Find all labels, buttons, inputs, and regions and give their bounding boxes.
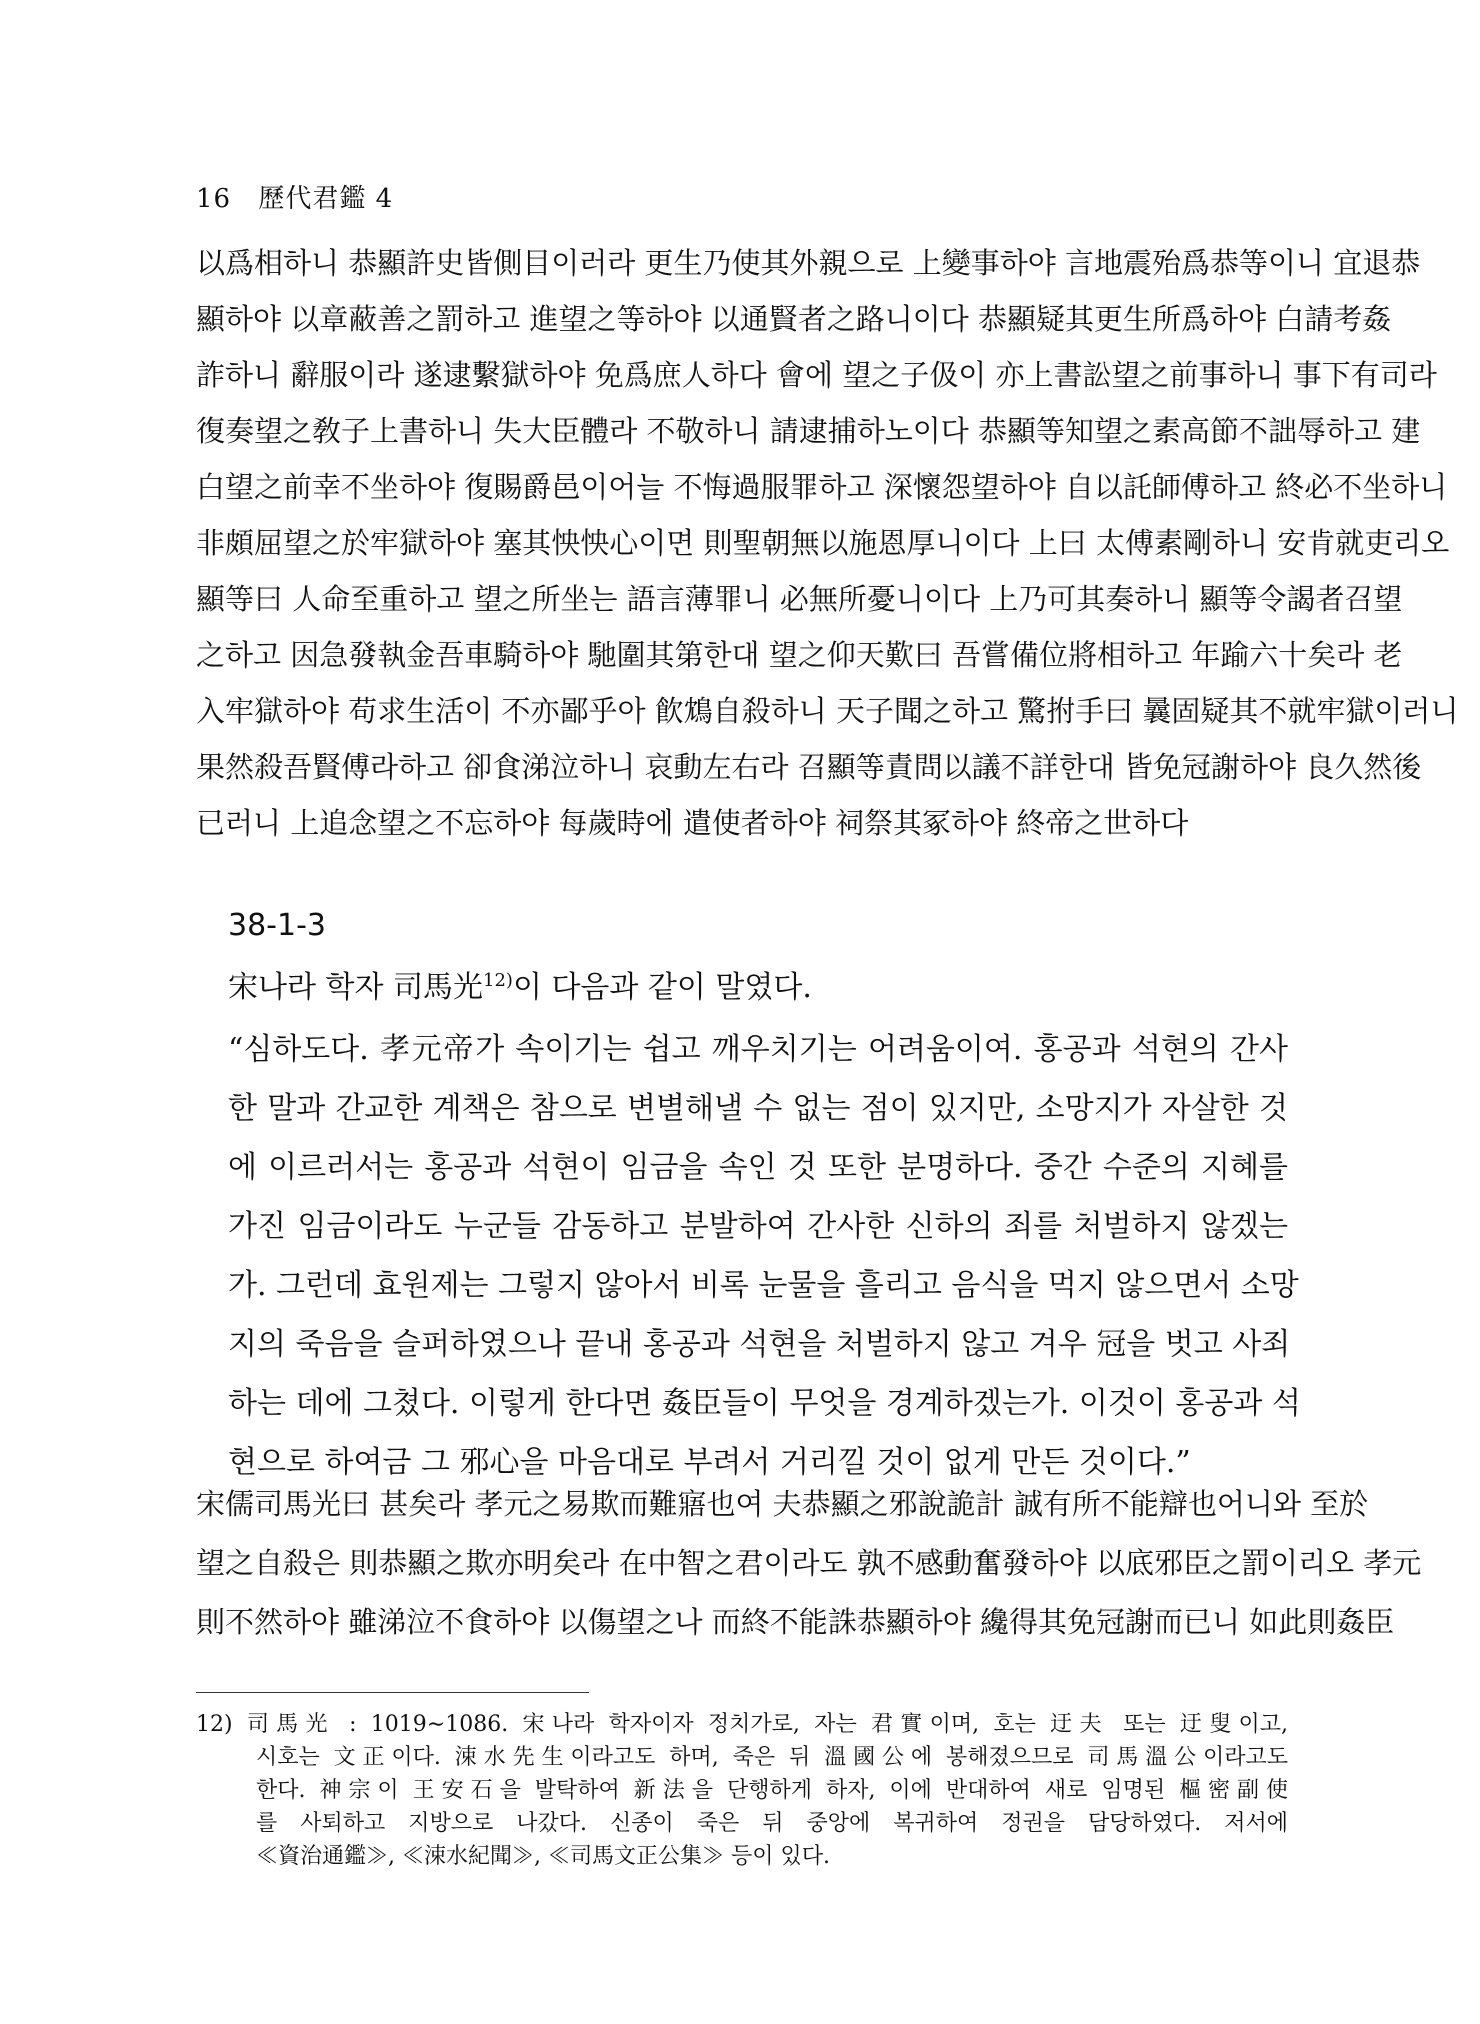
text-line: 가. 그런데 효원제는 그렇지 않아서 비록 눈물을 흘리고 음식을 먹지 않으면서 소망 — [228, 1268, 1299, 1303]
text-line: 以爲相하니 恭顯許史皆側目이러라 更生乃使其外親으로 上變事하야 言地震殆爲恭等이니 宜退恭 — [196, 246, 1421, 280]
text-line: 顯하야 以章蔽善之罰하고 進望之等하야 以通賢者之路니이다 恭顯疑其更生所爲하야 白請考姦 — [196, 302, 1392, 336]
text-line: 白望之前幸不坐하야 復賜爵邑이어늘 不悔過服罪하고 深懷怨望하야 自以託師傅하고 終必不坐하니 — [196, 470, 1448, 504]
korean-translation — [228, 1020, 1301, 1492]
text-line: 復奏望之敎子上書하니 失大臣體라 不敬하니 請逮捕하노이다 恭顯等知望之素高節不詘辱하고 建 — [196, 414, 1421, 448]
text-line: 果然殺吾賢傅라하고 卻食涕泣하니 哀動左右라 召顯等責問以議不詳한대 皆免冠謝하야 良久然後 — [196, 750, 1422, 784]
footnote-line: 시호는 文正이다. 涑水先生이라고도 하며, 죽은 뒤 溫國公에 봉해졌으므로 司馬溫公이라고도 — [256, 1745, 1288, 1770]
text-line: 지의 죽음을 슬퍼하였으나 끝내 홍공과 석현을 처벌하지 않고 겨우 冠을 벗고 사죄 — [228, 1327, 1291, 1362]
text-line: 望之自殺은 則恭顯之欺亦明矣라 在中智之君이라도 孰不感動奮發하야 以底邪臣之罰이리오 孝元 — [196, 1546, 1422, 1580]
text-line: 詐하니 辭服이라 遂逮繫獄하야 免爲庶人하다 會에 望之子伋이 亦上書訟望之前事하니 事下有司라 — [196, 358, 1437, 392]
footnote-divider — [196, 1692, 589, 1693]
text-line: 顯等曰 人命至重하고 望之所坐는 語言薄罪니 必無所憂니이다 上乃可其奏하니 顯等令謁者召望 — [196, 582, 1403, 616]
intro-text-tail: 이 다음과 같이 말였다. — [512, 970, 812, 1005]
classical-chinese-passage — [196, 235, 1459, 851]
text-line: 入牢獄하야 苟求生活이 不亦鄙乎아 飮鴆自殺하니 天子聞之하고 驚拊手曰 曩固疑其不就牢獄이러니 — [196, 694, 1459, 728]
text-line: “심하도다. 孝元帝가 속이기는 쉽고 깨우치기는 어려움이여. 홍공과 석현의 간사 — [228, 1032, 1288, 1067]
footnote-line: 한다. 神宗이 王安石을 발탁하여 新法을 단행하게 하자, 이에 반대하여 새로 임명된 樞密副使 — [256, 1778, 1288, 1803]
section-number: 38-1-3 — [228, 908, 326, 943]
footnote-line: 를 사퇴하고 지방으로 나갔다. 신종이 죽은 뒤 중앙에 복귀하여 정권을 담당하였다. 저서에 — [256, 1811, 1288, 1836]
text-line: 非頗屈望之於牢獄하야 塞其怏怏心이면 則聖朝無以施恩厚니이다 上曰 太傅素剛하니 安肯就吏리오 — [196, 526, 1450, 560]
text-line: 에 이르러서는 홍공과 석현이 임금을 속인 것 또한 분명하다. 중간 수준의 지혜를 — [228, 1150, 1288, 1185]
text-line: 已러니 上追念望之不忘하야 每歲時에 遣使者하야 祠祭其冢하야 終帝之世하다 — [196, 806, 1189, 840]
original-text-passage — [196, 1475, 1422, 1652]
footnote-line: 12) 司馬光 : 1019∼1086. 宋나라 학자이자 정치가로, 자는 君實이며, 호는 迂夫 또는 迂叟이고, — [196, 1712, 1288, 1737]
text-line: 之하고 因急發執金吾車騎하야 馳圍其第한대 望之仰天歎曰 吾嘗備位將相하고 年踰六十矣라 老 — [196, 638, 1403, 672]
text-line: 宋儒司馬光曰 甚矣라 孝元之易欺而難寤也여 夫恭顯之邪說詭計 誠有所不能辯也어니와 至於 — [196, 1487, 1369, 1521]
section-intro — [228, 962, 812, 1006]
text-line: 則不然하야 雖涕泣不食하야 以傷望之나 而終不能誅恭顯하야 纔得其免冠謝而已니 如此則姦臣 — [196, 1605, 1395, 1639]
text-line: 가진 임금이라도 누군들 감동하고 분발하여 간사한 신하의 죄를 처벌하지 않겠는 — [228, 1209, 1288, 1244]
text-line: 한 말과 간교한 계책은 참으로 변별해낼 수 없는 점이 있지만, 소망지가 자살한 것 — [228, 1091, 1288, 1126]
text-line: 하는 데에 그쳤다. 이렇게 한다면 姦臣들이 무엇을 경계하겠는가. 이것이 홍공과 석 — [228, 1386, 1301, 1421]
footnote-line: ≪資治通鑑≫, ≪涑水紀聞≫, ≪司馬文正公集≫ 등이 있다. — [256, 1844, 830, 1869]
running-header — [196, 178, 393, 215]
intro-text: 宋나라 학자 司馬光 — [228, 970, 483, 1005]
book-title: 歷代君鑑 4 — [258, 184, 394, 214]
text-line: 현으로 하여금 그 邪心을 마음대로 부려서 거리낄 것이 없게 만든 것이다.” — [228, 1445, 1191, 1480]
footnote-ref: 12) — [483, 970, 513, 991]
footnote — [196, 1708, 1288, 1873]
page-number: 16 — [196, 184, 232, 214]
